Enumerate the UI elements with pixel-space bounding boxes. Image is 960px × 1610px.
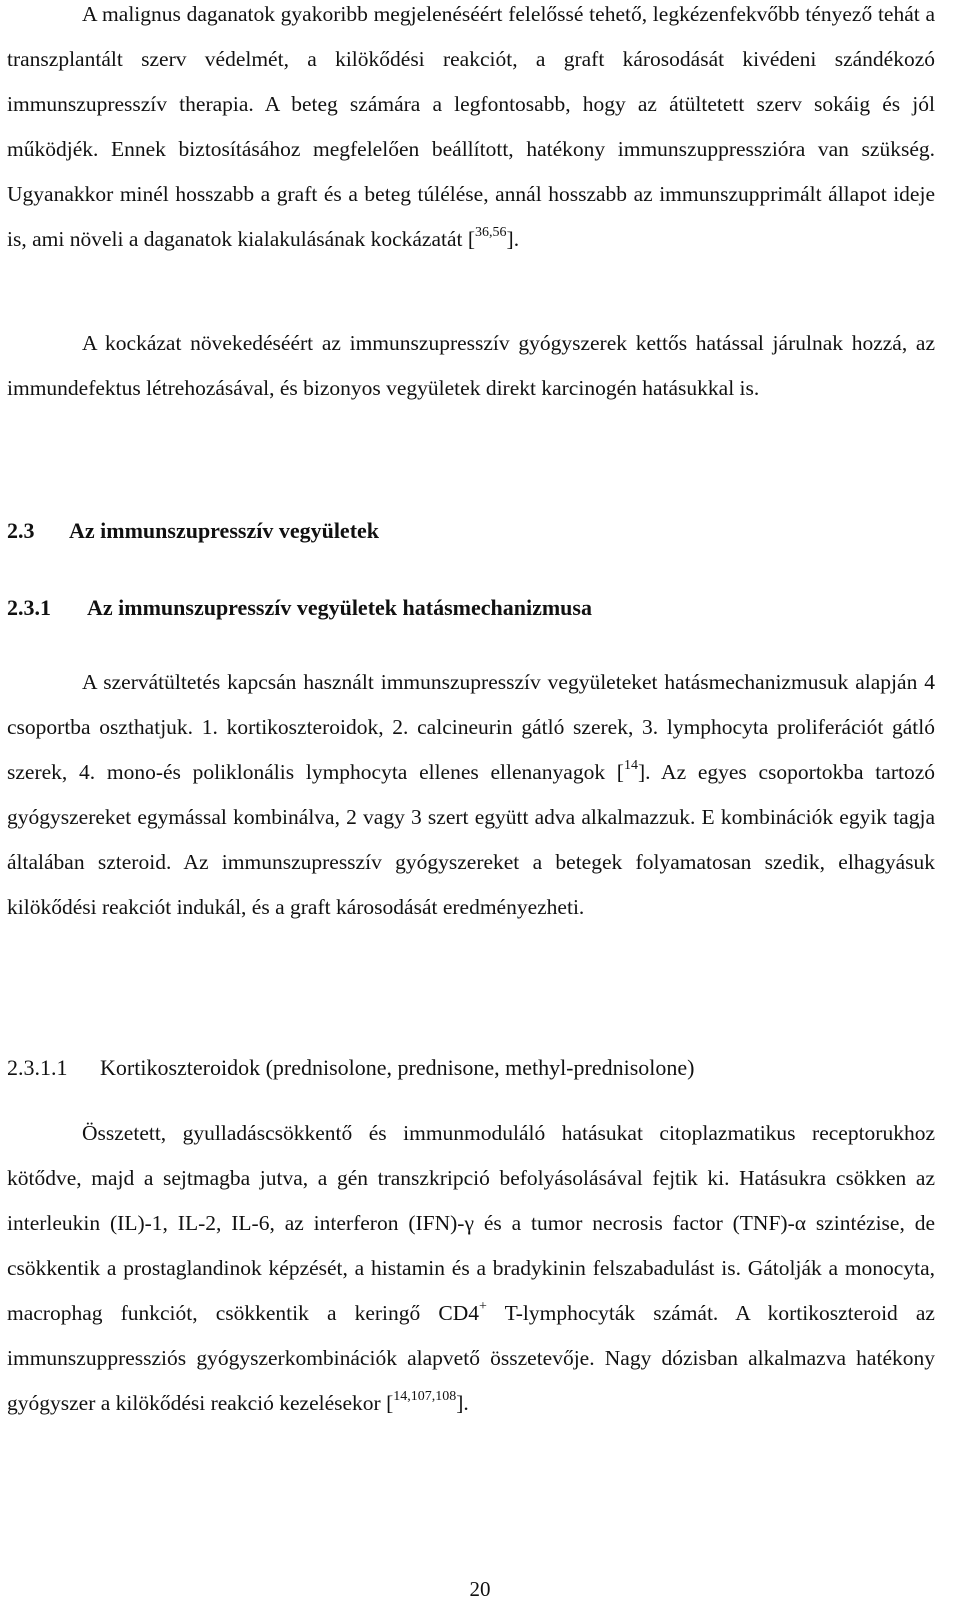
citation-reference: 36,56 (475, 224, 507, 240)
superscript-plus: + (478, 1298, 487, 1314)
paragraph-corticosteroids (7, 1111, 935, 1426)
section-title: Kortikoszteroidok (prednisolone, prednisone, methyl-prednisolone) (100, 1055, 695, 1080)
paragraph-text: Összetett, gyulladáscsökkentő és immunmoduláló hatásukat citoplazmatikus receptorukhoz kötődve, majd a sejtmagba jutva, a gén transzkripció befolyásolásával fejtik ki. Hatásukra csökken az interleukin (IL)-1, IL-2, IL-6, az interferon (IFN)-γ és a tumor necrosis factor (TNF)-α szintézise, de csökkentik a prostaglandinok képzését, a histamin és a bradykinin felszabadulást is. Gátolják a monocyta, macrophag funkciót, csökkentik a keringő CD4 (7, 1121, 935, 1325)
citation-reference: 14 (623, 757, 638, 773)
paragraph-text: A malignus daganatok gyakoribb megjelenéséért felelőssé tehető, legkézenfekvőbb tényező tehát a transzplantált szerv védelmét, a kilökődési reakciót, a graft károsodását kivédeni szándékozó immunszupresszív therapia. A beteg számára a legfontosabb, hogy az átültetett szerv sokáig és jól működjék. Ennek biztosításához megfelelően beállított, hatékony immunszuppresszióra van szükség. Ugyanakkor minél hosszabb a graft és a beteg túlélése, annál hosszabb az immunszupprimált állapot ideje is, ami növeli a daganatok kialakulásának kockázatát [ (7, 2, 935, 251)
page-number: 20 (469, 1577, 491, 1601)
paragraph-text-continued: T-lymphocyták számát. A kortikoszteroid az immunszuppressziós gyógyszerkombinációk alapvető összetevője. Nagy dózisban alkalmazva hatékony gyógyszer a kilökődési reakció kezelésekor [ (7, 1301, 935, 1415)
paragraph-text: A szervátültetés kapcsán használt immunszupresszív vegyületeket hatásmechanizmusuk alapján 4 csoportba oszthatjuk. 1. kortikoszteroidok, 2. calcineurin gátló szerek, 3. lymphocyta proliferációt gátló szerek, 4. mono-és poliklonális lymphocyta ellenes ellenanyagok [ (7, 670, 935, 784)
paragraph-drug-groups (7, 660, 935, 930)
citation-reference: 14,107,108 (393, 1388, 457, 1404)
paragraph-text-end: ]. Az egyes csoportokba tartozó gyógyszereket egymással kombinálva, 2 vagy 3 szert együtt adva alkalmazzuk. E kombinációk egyik tagja általában szteroid. Az immunszupresszív gyógyszereket a betegek folyamatosan szedik, elhagyásuk kilökődési reakciót indukál, és a graft károsodását eredményezheti. (7, 760, 936, 919)
section-heading-2-3-1 (7, 593, 935, 623)
section-title: Az immunszupresszív vegyületek (69, 518, 380, 543)
section-number: 2.3.1 (7, 595, 51, 620)
section-number: 2.3 (7, 518, 35, 543)
section-heading-2-3 (7, 516, 935, 546)
section-title: Az immunszupresszív vegyületek hatásmechanizmusa (87, 595, 592, 620)
section-heading-2-3-1-1 (7, 1053, 935, 1083)
paragraph-text-end: ]. (506, 227, 520, 251)
paragraph-malignancy-risk (7, 0, 935, 262)
paragraph-risk-increase (7, 321, 935, 411)
section-number: 2.3.1.1 (7, 1055, 68, 1080)
paragraph-text: A kockázat növekedéséért az immunszupresszív gyógyszerek kettős hatással járulnak hozzá, az immundefektus létrehozásával, és bizonyos vegyületek direkt karcinogén hatásukkal is. (7, 331, 935, 400)
paragraph-text-end: ]. (456, 1391, 469, 1415)
